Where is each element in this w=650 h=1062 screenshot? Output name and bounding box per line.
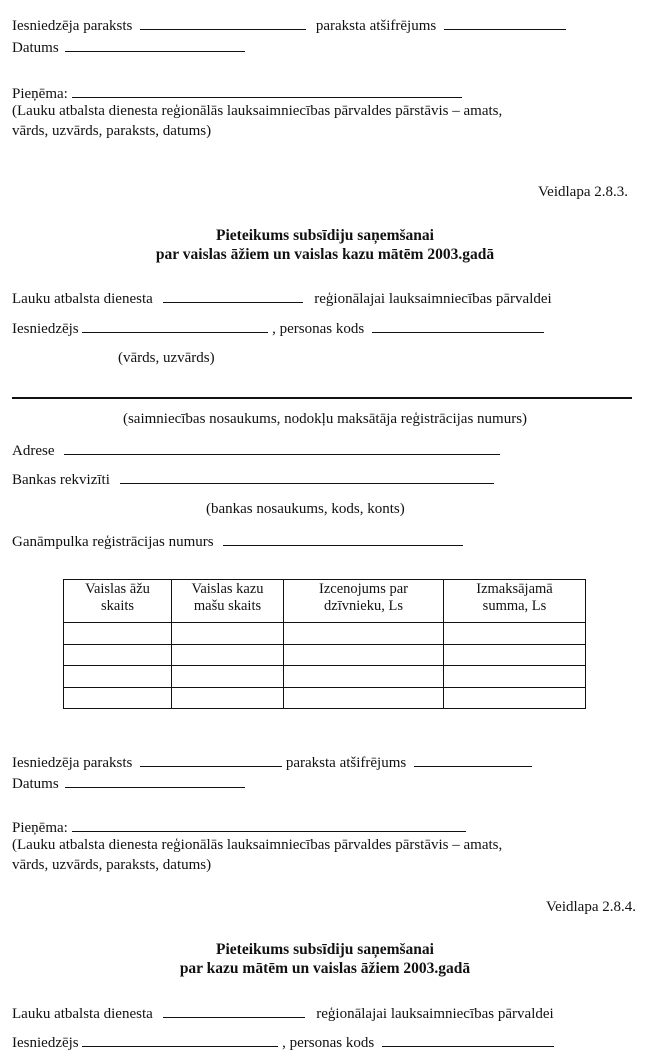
- rep-note-line1: (Lauku atbalsta dienesta reģionālās lauksaimniecības pārvaldes pārstāvis – amats,: [12, 103, 503, 119]
- table-cell[interactable]: [172, 687, 284, 709]
- decipher-label: paraksta atšifrējums: [315, 18, 437, 34]
- table-header-row: [64, 580, 586, 623]
- date-label: Datums: [12, 40, 59, 56]
- date-field[interactable]: [65, 773, 245, 788]
- form-title-283-line2: par vaislas āžiem un vaislas kazu mātēm 2003.gadā: [155, 246, 495, 263]
- board-label: reģionālajai lauksaimniecības pārvaldei: [316, 1006, 554, 1022]
- decipher-label: paraksta atšifrējums: [285, 755, 407, 771]
- date-row: [12, 37, 245, 57]
- table-cell[interactable]: [64, 666, 172, 688]
- decipher-field[interactable]: [444, 15, 566, 30]
- signature-label: Iesniedzēja paraksts: [12, 18, 133, 34]
- applicant-field[interactable]: [82, 318, 268, 333]
- table-cell[interactable]: [64, 687, 172, 709]
- farm-name-field[interactable]: [12, 397, 632, 399]
- applicant-label: Iesniedzējs: [12, 1035, 79, 1051]
- table-row: [64, 666, 586, 688]
- applicant-field[interactable]: [82, 1032, 278, 1047]
- table-cell[interactable]: [64, 644, 172, 666]
- address-field[interactable]: [64, 440, 500, 455]
- table-cell[interactable]: [64, 623, 172, 645]
- signature-row-283: [12, 752, 532, 772]
- table-header: Vaislas āžu skaits: [64, 580, 172, 623]
- herd-label: Ganāmpulka reģistrācijas numurs: [12, 534, 214, 550]
- rep-note-line1: (Lauku atbalsta dienesta reģionālās lauksaimniecības pārvaldes pārstāvis – amats,: [12, 837, 503, 853]
- personal-code-field[interactable]: [372, 318, 544, 333]
- personal-code-label: , personas kods: [282, 1035, 375, 1051]
- table-row: [64, 687, 586, 709]
- table-cell[interactable]: [284, 623, 444, 645]
- table-row: [64, 623, 586, 645]
- table-cell[interactable]: [444, 687, 586, 709]
- service-field[interactable]: [163, 1003, 305, 1018]
- bank-hint: (bankas nosaukums, kods, konts): [206, 501, 405, 517]
- table-cell[interactable]: [284, 666, 444, 688]
- table-cell[interactable]: [284, 644, 444, 666]
- table-cell[interactable]: [284, 687, 444, 709]
- applicant-row: [12, 318, 544, 338]
- date-field[interactable]: [65, 37, 245, 52]
- applicant-label: Iesniedzējs: [12, 321, 79, 337]
- farm-hint: (saimniecības nosaukums, nodokļu maksātāja reģistrācijas numurs): [122, 411, 528, 427]
- subsidy-table: [63, 579, 586, 709]
- form-title-284-line2: par kazu mātēm un vaislas āžiem 2003.gadā: [179, 960, 471, 977]
- rep-note-line2: vārds, uzvārds, paraksts, datums): [12, 857, 212, 873]
- form-title-284-line1: Pieteikums subsīdiju saņemšanai: [216, 941, 434, 958]
- table-header: Izcenojums par dzīvnieku, Ls: [284, 580, 444, 623]
- accepted-field[interactable]: [72, 817, 466, 832]
- signature-label: Iesniedzēja paraksts: [12, 755, 133, 771]
- personal-code-label: , personas kods: [272, 321, 365, 337]
- bank-field[interactable]: [120, 469, 494, 484]
- table-cell[interactable]: [444, 666, 586, 688]
- table-cell[interactable]: [444, 623, 586, 645]
- table-cell[interactable]: [172, 666, 284, 688]
- bank-row: [12, 469, 494, 489]
- address-label: Adrese: [12, 443, 55, 459]
- bank-label: Bankas rekvizīti: [12, 472, 110, 488]
- service-label: Lauku atbalsta dienesta: [12, 1006, 153, 1022]
- form-id-283: Veidlapa 2.8.3.: [538, 184, 628, 200]
- signature-field[interactable]: [140, 752, 282, 767]
- herd-field[interactable]: [223, 531, 463, 546]
- table-cell[interactable]: [444, 644, 586, 666]
- accepted-field[interactable]: [72, 83, 462, 98]
- table-cell[interactable]: [172, 623, 284, 645]
- service-field[interactable]: [163, 288, 303, 303]
- service-row: [12, 288, 552, 308]
- signature-row: [12, 15, 566, 35]
- accepted-row: [12, 83, 462, 103]
- service-label: Lauku atbalsta dienesta: [12, 291, 153, 307]
- table-header: Vaislas kazu mašu skaits: [172, 580, 284, 623]
- signature-field[interactable]: [140, 15, 306, 30]
- table-cell[interactable]: [172, 644, 284, 666]
- rep-note-line2: vārds, uzvārds, paraksts, datums): [12, 123, 212, 139]
- name-hint: (vārds, uzvārds): [118, 350, 215, 366]
- board-label: reģionālajai lauksaimniecības pārvaldei: [314, 291, 552, 307]
- date-row-283: [12, 773, 245, 793]
- applicant-row-284: [12, 1032, 554, 1052]
- table-row: [64, 644, 586, 666]
- accepted-label: Pieņēma:: [12, 820, 68, 836]
- address-row: [12, 440, 500, 460]
- personal-code-field[interactable]: [382, 1032, 554, 1047]
- accepted-label: Pieņēma:: [12, 86, 68, 102]
- form-id-284: Veidlapa 2.8.4.: [546, 899, 636, 915]
- form-title-283-line1: Pieteikums subsīdiju saņemšanai: [216, 227, 434, 244]
- decipher-field[interactable]: [414, 752, 532, 767]
- accepted-row-283: [12, 817, 466, 837]
- table-header: Izmaksājamā summa, Ls: [444, 580, 586, 623]
- date-label: Datums: [12, 776, 59, 792]
- service-row-284: [12, 1003, 554, 1023]
- herd-row: [12, 531, 463, 551]
